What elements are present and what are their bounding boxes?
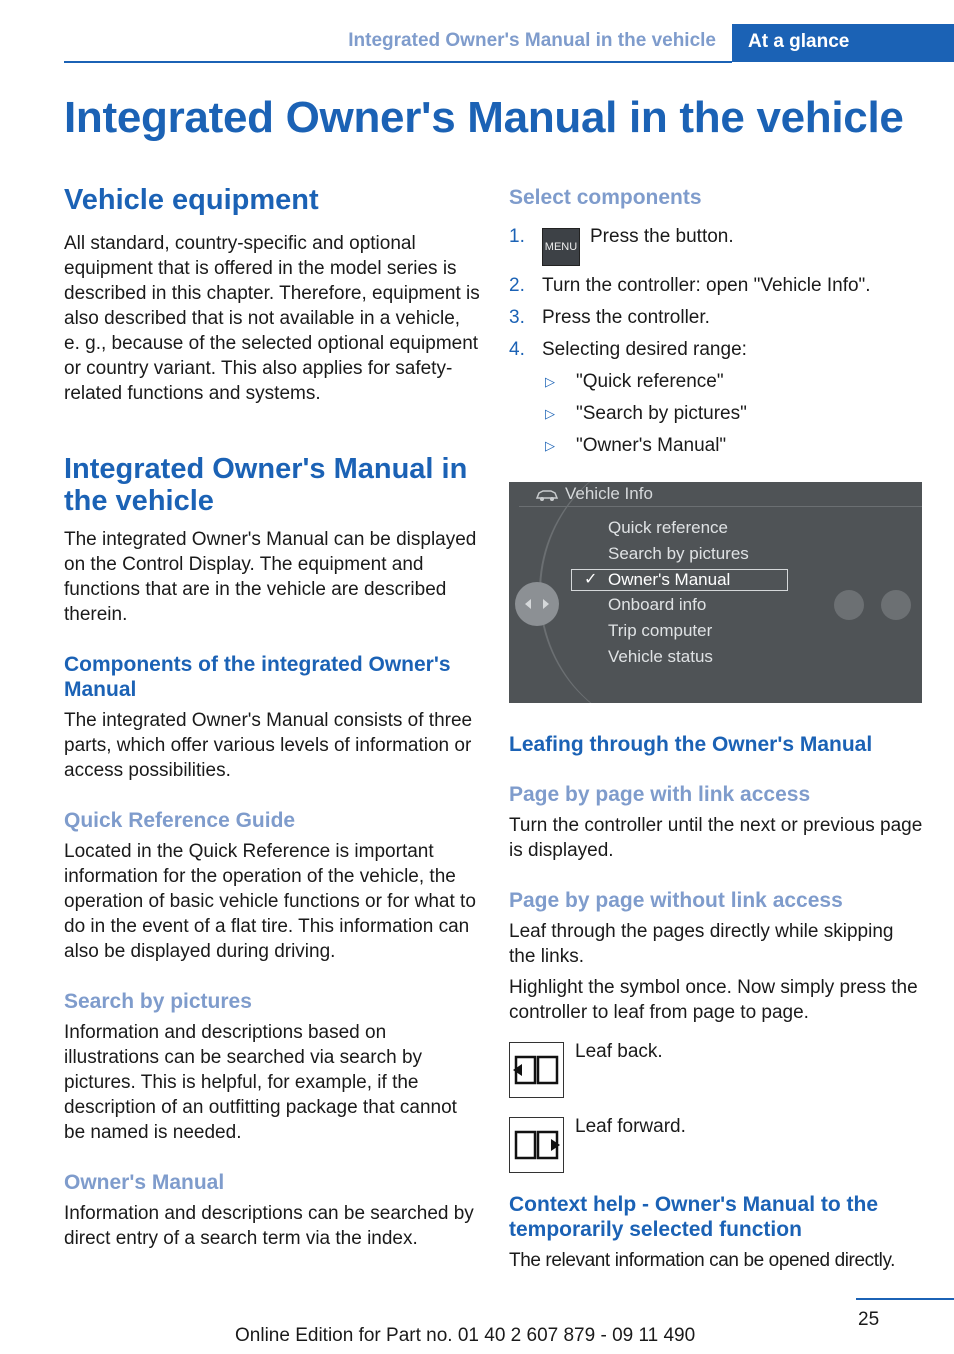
side-menu-icon [834,590,864,620]
text-search-by-pictures: Information and descriptions based on illustrations can be searched via search by pictures. This is helpful, for example, if the description of an outfitting package that cannot be named is needed. [64,1022,457,1143]
subitem [509,433,925,458]
heading-search-by-pictures: Search by pictures [64,990,252,1013]
leaf-back-text: Leaf back. [575,1041,663,1062]
heading-context-help: Context help - Owner's Manual to the temporarily selected function [509,1193,879,1241]
text-vehicle-equipment: All standard, country-specific and optional equipment that is offered in the model series is described in this chapter. Therefore, equipment is also described that is not available in a vehicle, e. g., because of the selected optional equipment or country variant. This also applies for safety-related functions and systems. [64,233,480,404]
controller-knob-icon [515,582,559,626]
text-page-link: Turn the controller until the next or previous page is displayed. [509,815,923,861]
step-text: Turn the controller: open "Vehicle Info". [542,275,871,296]
screen-title: Vehicle Info [565,484,653,503]
heading-page-nolink: Page by page without link access [509,889,843,912]
triangle-bullet-icon: ▷ [545,374,555,389]
heading-owners-manual: Owner's Manual [64,1171,225,1194]
page-title: Integrated Owner's Manual in the vehicle [64,93,904,142]
checkmark-icon: ✓ [584,571,598,588]
step-item [509,273,925,298]
menu-button-icon: MENU [542,228,580,266]
heading-integrated-manual: Integrated Owner's Manual in the vehicle [64,453,468,517]
screen-item: Onboard info [608,595,707,614]
step-item [509,224,925,266]
heading-select-components: Select components [509,186,702,209]
side-menu-icon [881,590,911,620]
header-chapter-tab: At a glance [732,24,954,62]
header-section-title: Integrated Owner's Manual in the vehicle [348,30,716,51]
text-owners-manual: Information and descriptions can be searched by direct entry of a search term via the index. [64,1203,474,1249]
heading-vehicle-equipment: Vehicle equipment [64,184,319,216]
edition-note: Online Edition for Part no. 01 40 2 607 879 - 09 11 490 [235,1325,696,1346]
text-context-help: The relevant information can be opened directly. [509,1250,896,1271]
left-column [64,180,480,1251]
screen-item: Trip computer [608,621,713,640]
text-quick-reference: Located in the Quick Reference is important information for the operation of the vehicle, the operation of basic vehicle functions or for what to do in the event of a flat tire. This information can also be displayed during driving. [64,841,476,962]
leaf-back-icon [509,1042,564,1098]
triangle-bullet-icon: ▷ [545,406,555,421]
screen-item: Vehicle status [608,647,713,666]
leaf-forward-icon [509,1117,564,1173]
footer-rule [856,1298,954,1300]
car-info-icon [535,487,559,503]
subitem [509,401,925,426]
controller-arrows-icon [523,596,551,612]
leaf-forward-text: Leaf forward. [575,1116,686,1137]
screen-item-selected: Owner's Manual [608,570,731,589]
steps-list [509,224,925,458]
step-text: Press the controller. [542,307,710,328]
triangle-bullet-icon: ▷ [545,438,555,453]
subitem-text: "Search by pictures" [576,403,747,424]
screen-item: Quick reference [608,518,728,537]
leaf-forward-row [509,1117,925,1173]
header-rule [64,61,732,63]
subitem [509,369,925,394]
step-number: 4. [509,339,525,360]
leaf-back-row [509,1042,925,1098]
step-number: 1. [509,226,525,247]
text-page-nolink-2: Highlight the symbol once. Now simply press the controller to leaf from page to page. [509,977,918,1023]
control-display-screenshot [509,482,922,703]
right-column [509,180,925,1273]
screen-title-rule [519,506,922,507]
step-item [509,305,925,330]
step-item [509,337,925,362]
heading-components: Components of the integrated Owner's Manual [64,653,451,701]
step-text: Selecting desired range: [542,339,747,360]
text-page-nolink-1: Leaf through the pages directly while skipping the links. [509,921,894,967]
text-integrated-manual: The integrated Owner's Manual can be displayed on the Control Display. The equipment and functions that are in the vehicle are described therein. [64,529,477,625]
step-number: 2. [509,275,525,296]
page-number: 25 [858,1309,880,1330]
heading-quick-reference: Quick Reference Guide [64,809,296,832]
screen-item: Search by pictures [608,544,749,563]
subitem-text: "Owner's Manual" [576,435,727,456]
heading-leafing: Leafing through the Owner's Manual [509,733,873,756]
heading-page-link: Page by page with link access [509,783,811,806]
subitem-text: "Quick reference" [576,371,724,392]
step-text: Press the button. [590,226,734,247]
dial-arc [539,482,801,703]
step-number: 3. [509,307,525,328]
text-components: The integrated Owner's Manual consists of three parts, which offer various levels of information or access possibilities. [64,710,473,781]
